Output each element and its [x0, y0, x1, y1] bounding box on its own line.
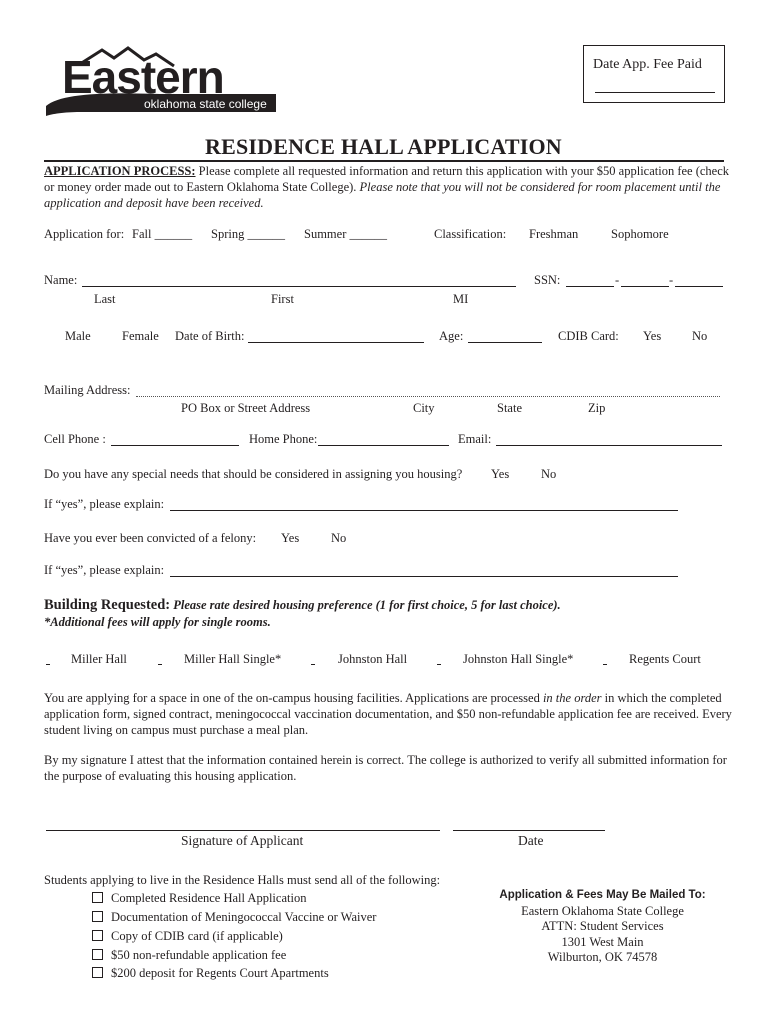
felony-no[interactable]: No: [331, 531, 347, 545]
mail-to-line: Wilburton, OK 74578: [547, 950, 658, 964]
checkbox-icon[interactable]: [92, 892, 103, 903]
dob-field[interactable]: [248, 342, 424, 343]
name-mi-caption: MI: [453, 292, 469, 306]
college-logo: [40, 42, 280, 122]
cdib-yes[interactable]: Yes: [643, 329, 662, 343]
attest-paragraph: By my signature I attest that the information contained herein is correct. The college is authorized to verify all submitted information for the purpose of evaluating this housing application.: [44, 753, 727, 783]
building-heading-label: Building Requested:: [44, 597, 171, 613]
fee-paid-label: Date App. Fee Paid: [593, 57, 702, 72]
hall-miller: Miller Hall: [71, 652, 127, 666]
classification-sophomore[interactable]: Sophomore: [611, 227, 669, 241]
cell-phone-field[interactable]: [111, 445, 239, 446]
classification-label: Classification:: [434, 227, 507, 241]
age-field[interactable]: [468, 342, 542, 343]
hall-regents-court: Regents Court: [629, 652, 701, 666]
signature-date-field[interactable]: [453, 830, 605, 831]
term-spring[interactable]: Spring ______: [211, 227, 285, 241]
checklist-item: [92, 929, 283, 944]
mail-to-title: Application & Fees May Be Mailed To:: [499, 889, 706, 901]
mailing-address-field[interactable]: [136, 396, 720, 397]
home-phone-label: Home Phone:: [249, 432, 318, 446]
space-paragraph: [44, 690, 734, 738]
title-rule: [44, 160, 724, 162]
gender-female[interactable]: Female: [122, 329, 159, 343]
date-caption: Date: [518, 833, 544, 848]
process-note: Please note that you will not be considered for room placement until the application and deposit have been received.: [44, 180, 721, 210]
special-needs-question: Do you have any special needs that should be considered in assigning you housing?: [44, 467, 463, 481]
special-needs-yes[interactable]: Yes: [491, 467, 510, 481]
checkbox-icon[interactable]: [92, 911, 103, 922]
hall-rank-field-4[interactable]: [437, 664, 441, 665]
checklist-item: [92, 966, 329, 981]
address-zip-caption: Zip: [588, 401, 606, 415]
logo-subtitle: oklahoma state college: [144, 97, 267, 111]
dob-label: Date of Birth:: [175, 329, 245, 343]
process-text: Please complete all requested information and return this application with your $50 application fee (check or money order made out to Eastern Oklahoma State College).: [44, 164, 730, 194]
space-paragraph-text: You are applying for a space in one of the on-campus housing facilities. Applications are processed: [44, 691, 543, 705]
home-phone-field[interactable]: [318, 445, 449, 446]
address-state-caption: State: [497, 401, 522, 415]
name-field[interactable]: [82, 286, 516, 287]
hall-johnston: Johnston Hall: [338, 652, 408, 666]
cell-phone-label: Cell Phone :: [44, 432, 106, 446]
name-last-caption: Last: [94, 292, 116, 306]
mail-to-line: ATTN: Student Services: [541, 919, 664, 933]
checklist-item: [92, 948, 286, 963]
address-city-caption: City: [413, 401, 435, 415]
checkbox-icon[interactable]: [92, 967, 103, 978]
signature-caption: Signature of Applicant: [181, 833, 304, 848]
felony-question: Have you ever been convicted of a felony:: [44, 531, 257, 545]
age-label: Age:: [439, 329, 464, 343]
email-field[interactable]: [496, 445, 722, 446]
term-summer[interactable]: Summer ______: [304, 227, 387, 241]
ssn-field-2[interactable]: [621, 286, 669, 287]
name-label: Name:: [44, 273, 78, 287]
checklist-item-label: $200 deposit for Regents Court Apartments: [111, 966, 329, 980]
process-heading: APPLICATION PROCESS:: [44, 164, 196, 178]
felony-explain-field[interactable]: [170, 576, 678, 577]
checkbox-icon[interactable]: [92, 949, 103, 960]
hall-johnston-single: Johnston Hall Single*: [463, 652, 574, 666]
application-process-text: [44, 163, 734, 211]
felony-yes[interactable]: Yes: [281, 531, 300, 545]
building-note: *Additional fees will apply for single rooms.: [44, 615, 271, 629]
checklist-item-label: Documentation of Meningococcal Vaccine or Waiver: [111, 910, 377, 924]
ssn-label: SSN:: [534, 273, 561, 287]
ssn-field-3[interactable]: [675, 286, 723, 287]
checklist-intro: Students applying to live in the Residence Halls must send all of the following:: [44, 873, 441, 887]
special-needs-no[interactable]: No: [541, 467, 557, 481]
gender-male[interactable]: Male: [65, 329, 91, 343]
checklist-item-label: Copy of CDIB card (if applicable): [111, 929, 283, 943]
space-paragraph-text-end: in which the completed application form, signed contract, meningococcal vaccination documentation, and $50 non-refundable application fee are received. Every student living on campus must purchase a meal plan.: [44, 691, 732, 737]
space-paragraph-emphasis: in the order: [542, 691, 602, 705]
email-label: Email:: [458, 432, 492, 446]
hall-rank-field-2[interactable]: [158, 664, 162, 665]
cdib-no[interactable]: No: [692, 329, 708, 343]
felony-explain-label: If “yes”, please explain:: [44, 563, 165, 577]
term-fall[interactable]: Fall ______: [132, 227, 193, 241]
building-instruction: Please rate desired housing preference (1 for first choice, 5 for last choice).: [170, 598, 561, 612]
name-first-caption: First: [271, 292, 294, 306]
fee-paid-line[interactable]: [595, 92, 715, 93]
checkbox-icon[interactable]: [92, 930, 103, 941]
checklist-item-label: Completed Residence Hall Application: [111, 891, 307, 905]
mail-to-line: 1301 West Main: [561, 934, 644, 949]
hall-rank-field-1[interactable]: [46, 664, 50, 665]
mail-to-line: Eastern Oklahoma State College: [521, 903, 684, 918]
special-needs-explain-label: If “yes”, please explain:: [44, 497, 165, 511]
mailing-address-label: Mailing Address:: [44, 383, 131, 397]
cdib-label: CDIB Card:: [558, 329, 619, 343]
checklist-item: [92, 891, 306, 906]
checklist-item-label: $50 non-refundable application fee: [111, 948, 287, 962]
hall-miller-single: Miller Hall Single*: [184, 652, 282, 666]
hall-rank-field-3[interactable]: [311, 664, 315, 665]
building-heading: [44, 597, 561, 614]
special-needs-explain-field[interactable]: [170, 510, 678, 511]
fee-paid-box: [583, 45, 725, 103]
logo-wordmark: Eastern: [62, 51, 224, 103]
ssn-field-1[interactable]: [566, 286, 614, 287]
hall-rank-field-5[interactable]: [603, 664, 607, 665]
page-title: RESIDENCE HALL APPLICATION: [205, 134, 562, 159]
checklist-item: [92, 910, 376, 925]
classification-freshman[interactable]: Freshman: [529, 227, 579, 241]
address-street-caption: PO Box or Street Address: [181, 401, 311, 415]
mailing-instructions: [480, 888, 725, 966]
applicant-signature-field[interactable]: [46, 830, 440, 831]
application-for-label: Application for:: [44, 227, 125, 241]
